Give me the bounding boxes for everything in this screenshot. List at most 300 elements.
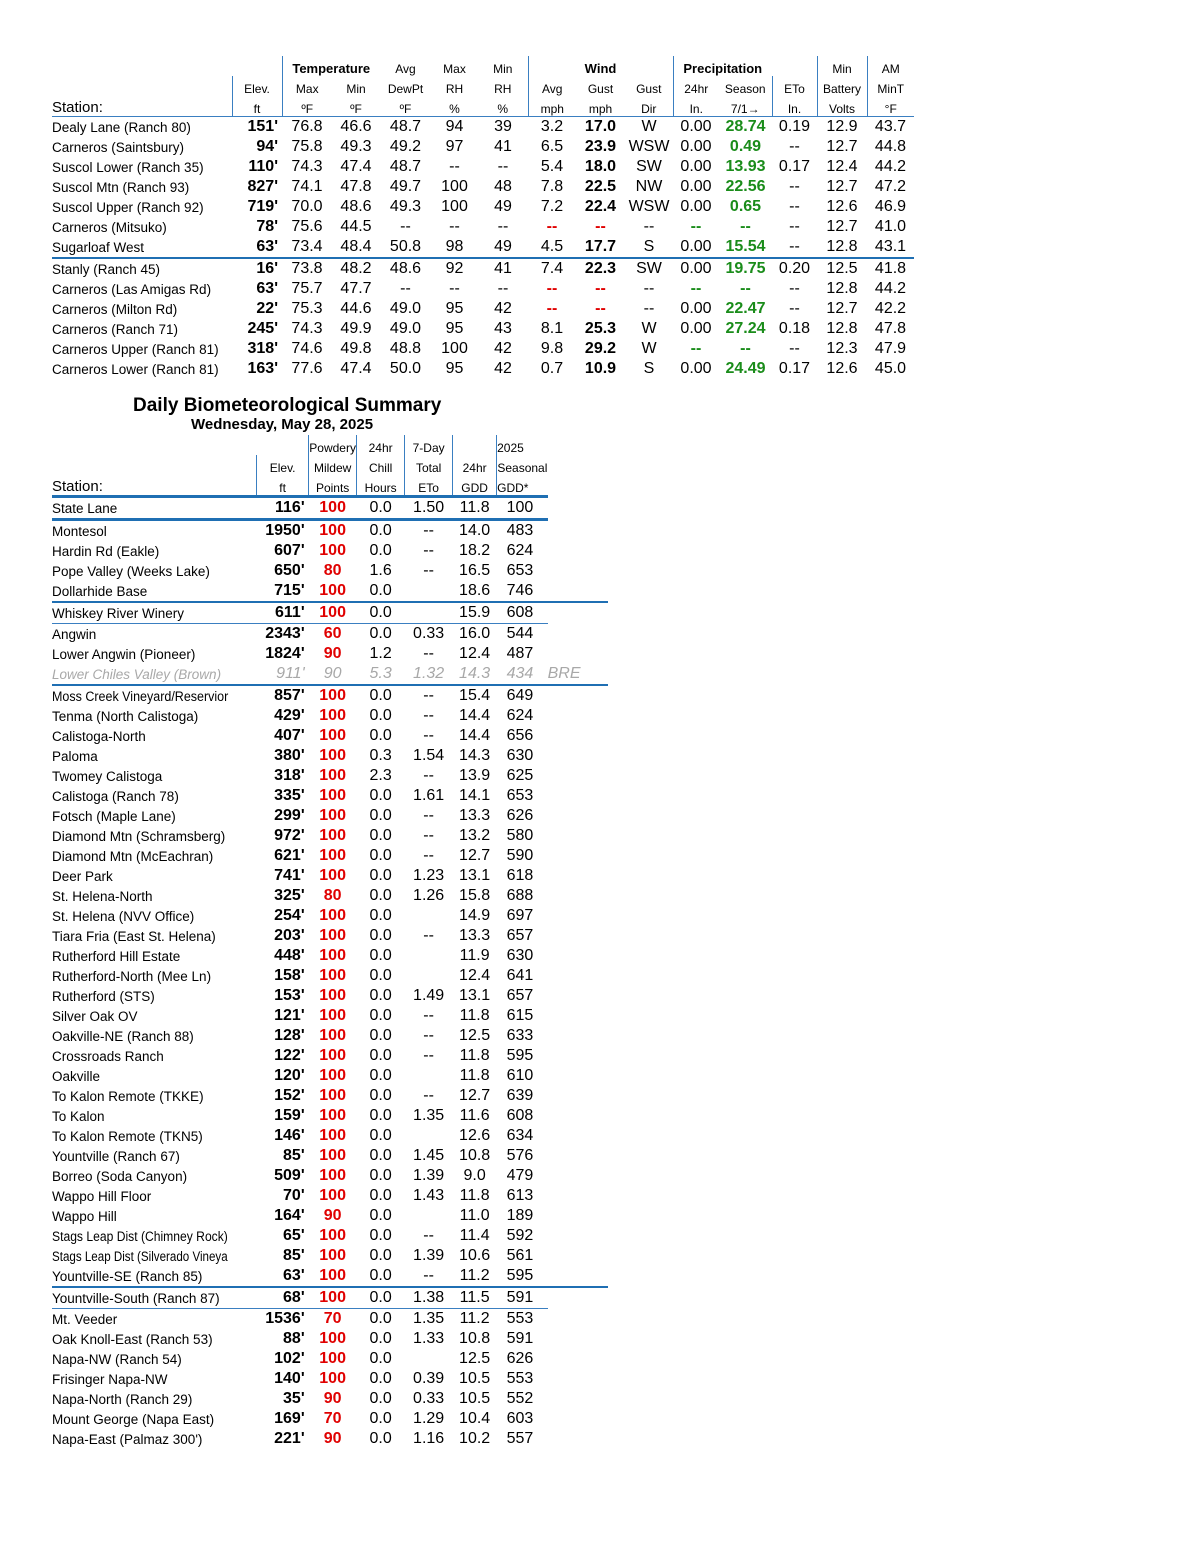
- temp-min: 46.6: [340, 118, 372, 135]
- gdd-24hr: 13.2: [459, 827, 491, 844]
- header-max: Max: [443, 62, 466, 76]
- elevation: 128': [274, 1027, 305, 1044]
- eto-7day: --: [423, 767, 434, 784]
- rh-min: 49: [494, 238, 512, 255]
- station-name: Pope Valley (Weeks Lake): [52, 563, 210, 579]
- unit-gdd: GDD: [453, 475, 497, 497]
- seasonal-gdd: 544: [506, 625, 534, 642]
- elevation: 325': [274, 887, 305, 904]
- wind-gust: 18.0: [584, 158, 617, 175]
- mildew-points: 100: [319, 907, 346, 924]
- table-row: [52, 1066, 608, 1086]
- eto-7day: 1.38: [405, 1287, 453, 1309]
- gdd-24hr: 13.1: [459, 867, 491, 884]
- temp-max: 73.4: [291, 238, 323, 255]
- chill-hours: 0.0: [369, 1107, 392, 1124]
- eto-7day: 1.45: [413, 1147, 445, 1164]
- gust-dir: NW: [635, 178, 663, 195]
- header-station: Station:: [52, 96, 232, 117]
- elevation: 88': [283, 1330, 305, 1347]
- empty-cell: [548, 1086, 608, 1106]
- empty-cell: [548, 1389, 608, 1409]
- empty-cell: [548, 946, 608, 966]
- mildew-points: 90: [323, 1430, 342, 1447]
- gust-dir: SW: [625, 258, 673, 279]
- unit-hours: Hours: [357, 475, 405, 497]
- gdd-24hr: 12.4: [459, 967, 491, 984]
- eto: --: [789, 178, 800, 195]
- table-row: [52, 685, 608, 706]
- gdd-24hr: 10.4: [459, 1410, 491, 1427]
- am-min-temp: 46.9: [874, 198, 907, 215]
- mildew-points: 100: [319, 1127, 346, 1144]
- header-2025: 2025: [497, 435, 548, 455]
- seasonal-gdd: 595: [506, 1047, 534, 1064]
- mildew-points: 60: [323, 625, 342, 642]
- elevation: 650': [274, 562, 305, 579]
- elevation: 429': [274, 707, 305, 724]
- station-name: Fotsch (Maple Lane): [52, 808, 176, 824]
- seasonal-gdd: 608: [497, 602, 548, 624]
- elevation: 120': [274, 1067, 305, 1084]
- min-battery: 12.4: [826, 158, 858, 175]
- seasonal-gdd: 649: [497, 685, 548, 706]
- mildew-points: 80: [323, 887, 342, 904]
- station-name: Sugarloaf West: [52, 239, 145, 255]
- seasonal-gdd: 479: [506, 1167, 534, 1184]
- eto-7day: 1.23: [413, 867, 445, 884]
- elevation: 35': [283, 1390, 305, 1407]
- wind-gust: 25.3: [584, 320, 617, 337]
- temp-max: 74.6: [291, 340, 323, 357]
- table-row: [52, 299, 914, 319]
- dew-point: --: [400, 280, 411, 297]
- table-row: [52, 137, 914, 157]
- header-total: Total: [405, 455, 453, 475]
- seasonal-gdd: 591: [506, 1330, 534, 1347]
- table-row: [52, 1266, 608, 1287]
- table-row: [52, 624, 608, 645]
- station-name: Wappo Hill Floor: [52, 1188, 152, 1204]
- empty-cell: [548, 1026, 608, 1046]
- unit-tmax: ºF: [282, 96, 332, 117]
- station-name: State Lane: [52, 497, 257, 520]
- eto-7day: 1.39: [413, 1167, 445, 1184]
- rh-min: 41: [494, 138, 512, 155]
- station-name: Suscol Lower (Ranch 35): [52, 159, 204, 175]
- eto-7day: --: [423, 1027, 434, 1044]
- empty-cell: [548, 1206, 608, 1226]
- min-battery: 12.5: [817, 258, 867, 279]
- seasonal-gdd: 626: [506, 1350, 534, 1367]
- elevation: 827': [247, 178, 278, 195]
- eto-7day: --: [423, 927, 434, 944]
- seasonal-gdd: 487: [506, 645, 534, 662]
- precip-season: 28.74: [725, 118, 766, 135]
- empty-cell: [548, 624, 608, 645]
- table-row: [52, 1026, 608, 1046]
- empty-cell: [548, 1329, 608, 1349]
- wind-gust: 22.3: [576, 258, 625, 279]
- temp-max: 74.1: [291, 178, 323, 195]
- eto-7day: 1.32: [413, 665, 445, 682]
- temp-min: 48.4: [340, 238, 372, 255]
- chill-hours: 5.3: [369, 665, 392, 682]
- header-mint: MinT: [867, 76, 914, 96]
- elevation: 380': [274, 747, 305, 764]
- table-row: [52, 1287, 608, 1309]
- min-battery: 12.8: [826, 238, 858, 255]
- table-row: [52, 644, 608, 664]
- elevation: 299': [274, 807, 305, 824]
- table-row: [52, 279, 914, 299]
- seasonal-gdd: 657: [506, 987, 534, 1004]
- empty-cell: [548, 1369, 608, 1389]
- temp-max: 74.3: [291, 158, 323, 175]
- empty-cell: [548, 602, 608, 624]
- chill-hours: 0.0: [369, 727, 392, 744]
- gdd-24hr: 16.0: [459, 625, 491, 642]
- mildew-points: 100: [309, 497, 357, 520]
- empty-cell: [548, 1106, 608, 1126]
- eto-7day: [405, 581, 453, 602]
- eto-7day: 0.33: [413, 625, 445, 642]
- station-name: Carneros (Saintsbury): [52, 139, 185, 155]
- rh-max: 95: [445, 360, 464, 377]
- station-name: Dollarhide Base: [52, 583, 148, 599]
- eto: 0.17: [778, 158, 811, 175]
- elevation: 163': [247, 360, 278, 377]
- rh-max: 100: [441, 178, 468, 195]
- table-row: [52, 1086, 608, 1106]
- station-name: Yountville (Ranch 67): [52, 1148, 180, 1164]
- chill-hours: 0.0: [369, 707, 392, 724]
- chill-hours: 0.0: [369, 1167, 392, 1184]
- unit-rhmax: %: [431, 96, 478, 117]
- gdd-24hr: 13.1: [459, 987, 491, 1004]
- seasonal-gdd: 613: [506, 1187, 534, 1204]
- precip-24hr: 0.00: [680, 300, 712, 317]
- seasonal-gdd: 630: [506, 947, 534, 964]
- station-name: St. Helena (NVV Office): [52, 908, 195, 924]
- unit-wgust: mph: [576, 96, 625, 117]
- table-row: [52, 1309, 608, 1330]
- empty-cell: [548, 644, 608, 664]
- summary-title: Daily Biometeorological Summary: [133, 395, 442, 416]
- mildew-points: 90: [323, 1207, 342, 1224]
- rh-max: --: [449, 158, 460, 175]
- header-rhmin: RH: [494, 82, 512, 96]
- unit-rhmin: %: [478, 96, 528, 117]
- header-wavg: Avg: [528, 76, 576, 96]
- chill-hours: 0.0: [369, 887, 392, 904]
- empty-cell: [548, 926, 608, 946]
- station-name: Carneros Lower (Ranch 81): [52, 361, 219, 377]
- eto: --: [789, 280, 800, 297]
- table-row: [52, 1429, 608, 1449]
- station-name: To Kalon: [52, 1108, 105, 1124]
- dew-point: 50.8: [389, 238, 422, 255]
- seasonal-gdd: 641: [506, 967, 534, 984]
- dew-point: 50.0: [389, 360, 422, 377]
- seasonal-gdd: 618: [506, 867, 534, 884]
- station-note: BRE: [547, 665, 581, 682]
- station-name: Napa-East (Palmaz 300'): [52, 1431, 203, 1447]
- elevation: 221': [274, 1430, 305, 1447]
- mildew-points: 70: [323, 1310, 342, 1327]
- dew-point: 49.0: [389, 320, 422, 337]
- station-name: Stanly (Ranch 45): [52, 258, 232, 279]
- station-name: Napa-NW (Ranch 54): [52, 1351, 182, 1367]
- seasonal-gdd: 100: [497, 497, 548, 520]
- eto-7day: 0.33: [413, 1390, 445, 1407]
- table-row: [52, 1046, 608, 1066]
- gdd-24hr: 15.9: [453, 602, 497, 624]
- wind-avg: 8.1: [540, 320, 564, 337]
- precip-24hr: 0.00: [680, 198, 712, 215]
- am-min-temp: 47.2: [874, 178, 907, 195]
- table-row: [52, 1186, 608, 1206]
- header-tmin: Min: [346, 82, 366, 96]
- chill-hours: 0.0: [369, 827, 392, 844]
- precip-season: 15.54: [725, 238, 766, 255]
- gdd-24hr: 18.2: [459, 542, 491, 559]
- mildew-points: 100: [319, 1227, 346, 1244]
- eto-7day: --: [423, 1007, 434, 1024]
- table-row: [52, 520, 608, 542]
- table-row: [52, 946, 608, 966]
- rh-min: 42: [494, 340, 512, 357]
- min-battery: 12.6: [826, 198, 858, 215]
- mildew-points: 100: [309, 685, 357, 706]
- eto: 0.18: [778, 320, 811, 337]
- gdd-24hr: 11.2: [459, 1310, 490, 1327]
- chill-hours: 0.3: [369, 747, 392, 764]
- seasonal-gdd: 634: [506, 1127, 534, 1144]
- table-row: [52, 1006, 608, 1026]
- elevation: 116': [257, 497, 309, 520]
- station-name: Oakville: [52, 1068, 101, 1084]
- chill-hours: 0.0: [369, 787, 392, 804]
- gdd-24hr: 12.5: [459, 1027, 491, 1044]
- unit-dew: ºF: [380, 96, 431, 117]
- empty-cell: [548, 1226, 608, 1246]
- empty-cell: [548, 966, 608, 986]
- table-row: [52, 826, 608, 846]
- mildew-points: 100: [319, 1370, 346, 1387]
- station-name: Montesol: [52, 523, 107, 539]
- min-battery: 12.7: [826, 218, 858, 235]
- mildew-points: 100: [309, 602, 357, 624]
- elevation: 102': [274, 1350, 305, 1367]
- elevation: 22': [256, 300, 278, 317]
- rh-min: --: [497, 280, 509, 297]
- station-name: Mt. Veeder: [52, 1311, 118, 1327]
- mildew-points: 100: [319, 727, 346, 744]
- elevation: 65': [283, 1227, 305, 1244]
- mildew-points: 90: [323, 645, 342, 662]
- wind-avg: 7.8: [540, 178, 564, 195]
- gdd-24hr: 11.8: [459, 1187, 490, 1204]
- station-name: Silver Oak OV: [52, 1008, 138, 1024]
- eto: --: [789, 238, 800, 255]
- rh-max: 100: [441, 198, 468, 215]
- seasonal-gdd: 576: [506, 1147, 534, 1164]
- gdd-24hr: 11.9: [459, 947, 490, 964]
- table-row: [52, 1106, 608, 1126]
- chill-hours: 0.0: [369, 1430, 392, 1447]
- unit-eto: In.: [772, 96, 817, 117]
- precip-season: 27.24: [725, 320, 766, 337]
- table-row: [52, 157, 914, 177]
- chill-hours: 0.0: [369, 1087, 392, 1104]
- table-row: [52, 786, 608, 806]
- table-row: [52, 966, 608, 986]
- gdd-24hr: 15.8: [459, 887, 491, 904]
- chill-hours: 1.6: [369, 562, 392, 579]
- temp-min: 49.9: [340, 320, 372, 337]
- mildew-points: 90: [323, 665, 342, 682]
- seasonal-gdd: 592: [506, 1227, 534, 1244]
- header-7day: 7-Day: [405, 435, 453, 455]
- rh-max: 94: [445, 118, 464, 135]
- header-station2: Station:: [52, 475, 257, 497]
- station-name: Moss Creek Vineyard/Reservior: [52, 685, 257, 706]
- gdd-24hr: 13.9: [459, 767, 491, 784]
- header-avg: Avg: [395, 62, 416, 76]
- temp-min: 47.7: [340, 280, 372, 297]
- gdd-24hr: 10.8: [459, 1147, 491, 1164]
- precip-24hr: 0.00: [673, 258, 719, 279]
- eto-7day: --: [423, 645, 434, 662]
- mildew-points: 100: [319, 1007, 346, 1024]
- station-name: Diamond Mtn (Schramsberg): [52, 828, 226, 844]
- rh-min: 42: [494, 300, 512, 317]
- am-min-temp: 44.2: [874, 158, 907, 175]
- chill-hours: 0.0: [369, 987, 392, 1004]
- eto-7day: --: [423, 807, 434, 824]
- chill-hours: 0.0: [369, 967, 392, 984]
- empty-cell: [548, 846, 608, 866]
- wind-gust: 17.0: [584, 118, 617, 135]
- chill-hours: 0.0: [369, 1370, 392, 1387]
- temp-max: 77.6: [291, 360, 323, 377]
- elevation: 2343': [265, 625, 305, 642]
- header-elev: Elev.: [232, 76, 282, 96]
- precip-24hr: 0.00: [680, 238, 712, 255]
- am-min-temp: 43.7: [874, 118, 907, 135]
- header-tmax: Max: [282, 76, 332, 96]
- eto-7day: 1.35: [413, 1310, 445, 1327]
- mildew-points: 90: [323, 1390, 342, 1407]
- empty-cell: [548, 561, 608, 581]
- chill-hours: 0.0: [369, 1390, 392, 1407]
- station-name: Mount George (Napa East): [52, 1411, 215, 1427]
- station-name: Angwin: [52, 626, 97, 642]
- rh-max: 98: [445, 238, 464, 255]
- elevation: 63': [283, 1267, 305, 1284]
- precip-season: --: [740, 218, 751, 235]
- wind-gust: --: [595, 300, 606, 317]
- empty-cell: [548, 541, 608, 561]
- unit-gddstar: GDD*: [497, 475, 548, 497]
- table-row: [52, 706, 608, 726]
- empty-cell: [548, 1266, 608, 1287]
- elevation: 857': [257, 685, 309, 706]
- table-row: [52, 886, 608, 906]
- eto-7day: [405, 1206, 453, 1226]
- station-name: Rutherford-North (Mee Ln): [52, 968, 212, 984]
- seasonal-gdd: 552: [506, 1390, 534, 1407]
- elevation: 151': [247, 118, 278, 135]
- seasonal-gdd: 746: [506, 582, 534, 599]
- station-name: To Kalon Remote (TKKE): [52, 1088, 204, 1104]
- mildew-points: 70: [323, 1410, 342, 1427]
- station-name: To Kalon Remote (TKN5): [52, 1128, 203, 1144]
- chill-hours: 0.0: [369, 1350, 392, 1367]
- table-row: [52, 906, 608, 926]
- table-row: [52, 1409, 608, 1429]
- rh-min: --: [497, 218, 509, 235]
- elevation: 85': [283, 1247, 305, 1264]
- table-row: [52, 1246, 608, 1266]
- seasonal-gdd: 595: [506, 1267, 534, 1284]
- station-name: Carneros (Las Amigas Rd): [52, 281, 212, 297]
- chill-hours: 0.0: [369, 1147, 392, 1164]
- elevation: 94': [256, 138, 278, 155]
- gdd-24hr: 13.3: [459, 807, 491, 824]
- empty-cell: [548, 1309, 608, 1330]
- eto-7day: [405, 602, 453, 624]
- min-battery: 12.8: [826, 320, 858, 337]
- empty-cell: [548, 1349, 608, 1369]
- seasonal-gdd: 561: [506, 1247, 534, 1264]
- table-row: [52, 726, 608, 746]
- seasonal-gdd: 688: [506, 887, 534, 904]
- chill-hours: 0.0: [369, 1067, 392, 1084]
- eto-7day: 1.39: [413, 1247, 445, 1264]
- station-name: Hardin Rd (Eakle): [52, 543, 160, 559]
- temp-min: 47.8: [340, 178, 372, 195]
- mildew-points: 100: [319, 1047, 346, 1064]
- gdd-24hr: 12.5: [459, 1350, 491, 1367]
- dew-point: 48.7: [389, 158, 422, 175]
- temp-min: 49.8: [340, 340, 372, 357]
- empty-cell: [548, 1287, 608, 1309]
- chill-hours: 0.0: [369, 1007, 392, 1024]
- station-name: Calistoga-North: [52, 728, 146, 744]
- min-battery: 12.7: [826, 138, 858, 155]
- gdd-24hr: 12.4: [459, 645, 491, 662]
- seasonal-gdd: 553: [506, 1370, 534, 1387]
- header-eto: ETo: [772, 76, 817, 96]
- station-name: Suscol Mtn (Ranch 93): [52, 179, 190, 195]
- elevation: 621': [274, 847, 305, 864]
- mildew-points: 100: [309, 1287, 357, 1309]
- gdd-24hr: 12.7: [459, 1087, 491, 1104]
- table-row: [52, 986, 608, 1006]
- elevation: 63': [256, 238, 278, 255]
- wind-gust: --: [595, 280, 606, 297]
- seasonal-gdd: 189: [506, 1207, 534, 1224]
- elevation: 70': [283, 1187, 305, 1204]
- rh-max: --: [449, 218, 460, 235]
- temp-min: 47.4: [340, 158, 372, 175]
- table-row: [52, 581, 608, 602]
- table-row: [52, 766, 608, 786]
- mildew-points: 80: [323, 562, 342, 579]
- gust-dir: WSW: [628, 198, 670, 215]
